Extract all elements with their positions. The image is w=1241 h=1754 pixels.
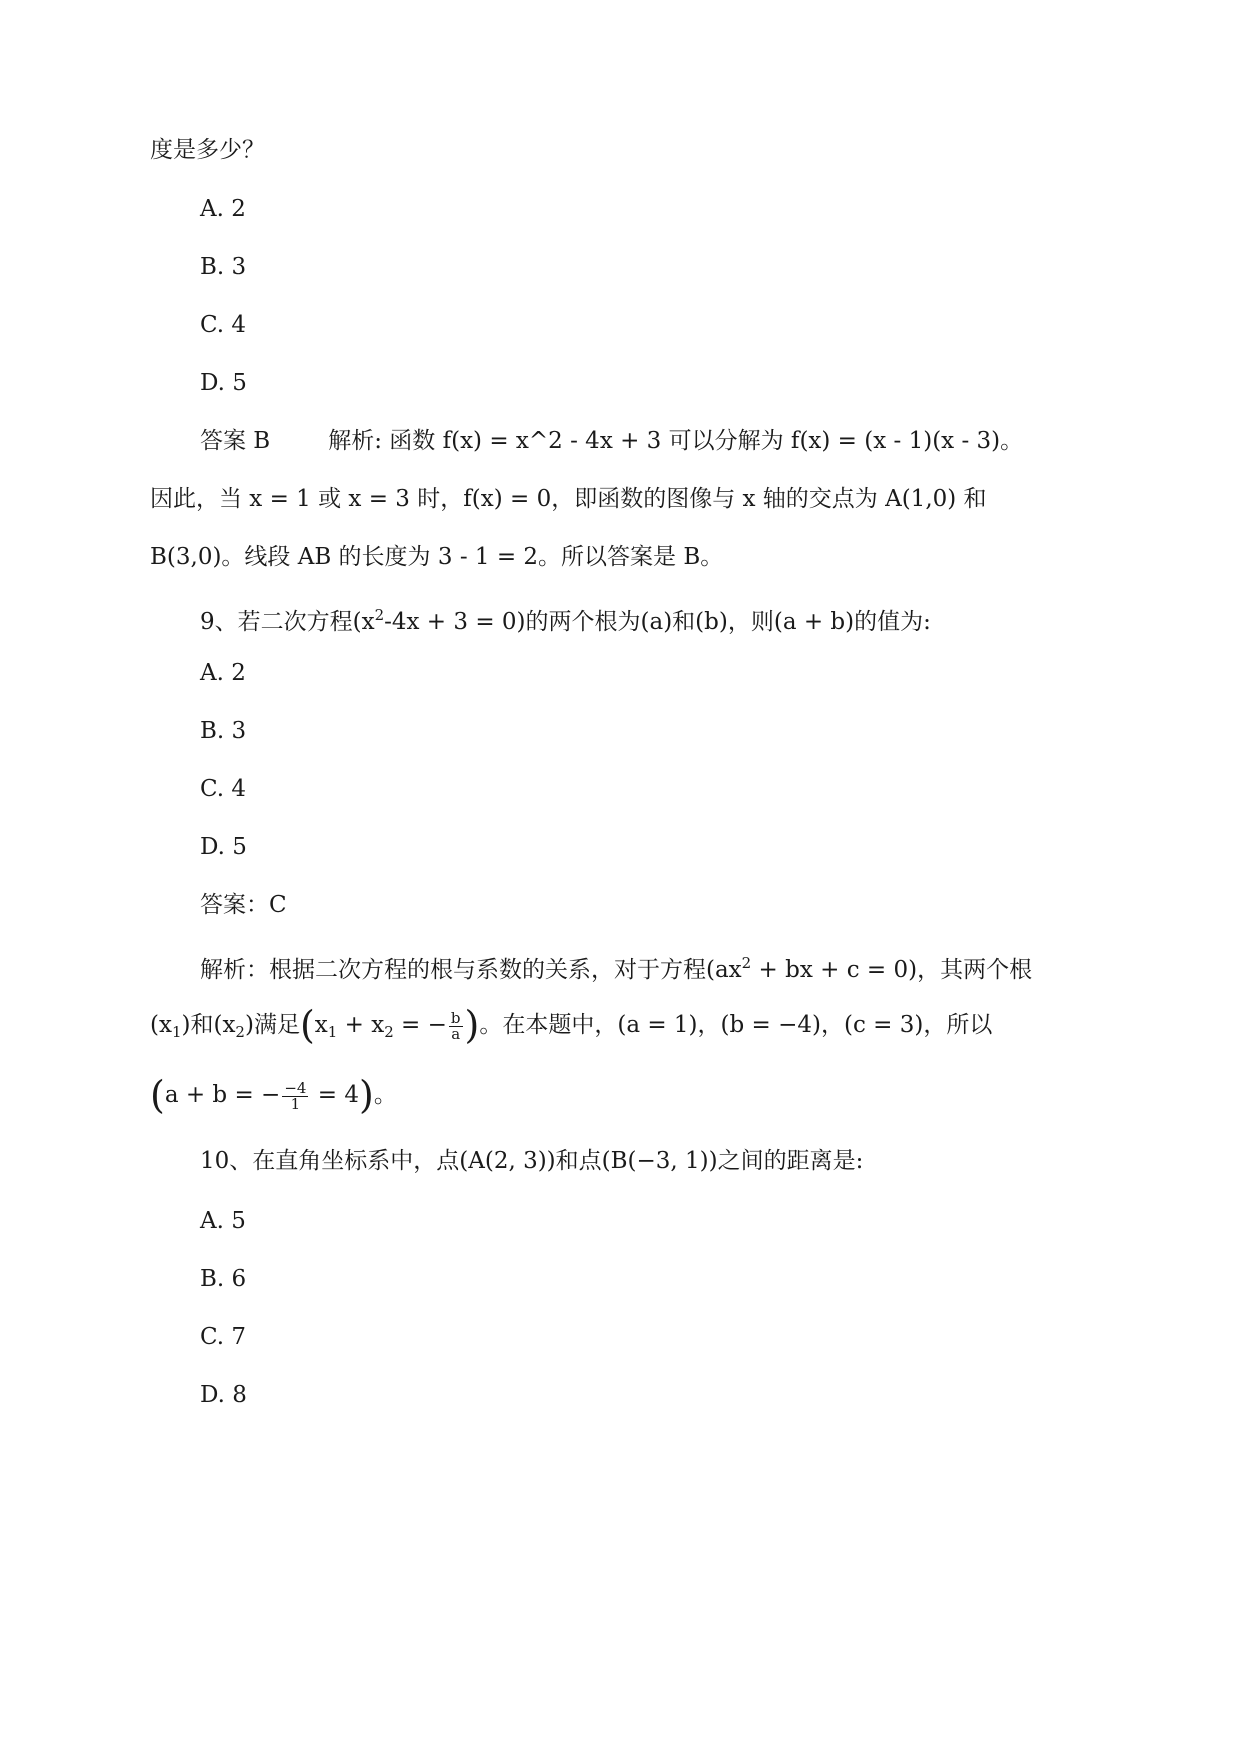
q9-analysis-3 xyxy=(150,1073,397,1117)
q9-an2-paren-open: ( xyxy=(299,1003,315,1047)
q9-an2-frac-num: b xyxy=(450,1008,461,1027)
q9-an3-a: a + b = − xyxy=(164,1082,281,1108)
q9-analysis-2 xyxy=(150,1003,993,1047)
q9-an2-plus: + x xyxy=(337,1012,385,1038)
q9-an3-paren-close: ) xyxy=(358,1073,374,1117)
q9-stem-part1: 9、若二次方程(x xyxy=(200,609,375,635)
q8-option-b: B. 3 xyxy=(200,254,247,280)
q8-answer: 答案 B xyxy=(200,428,271,454)
q8-option-a: A. 2 xyxy=(200,196,246,222)
q9-an2-sub2: 2 xyxy=(235,1023,245,1041)
q9-an3-frac-den: 1 xyxy=(290,1094,301,1113)
q8-answer-analysis-line1 xyxy=(200,426,1023,456)
q9-an2-satisfy: )满足 xyxy=(244,1012,300,1038)
q8-analysis-2: 因此，当 x = 1 或 x = 3 时，f(x) = 0，即函数的图像与 x 轴的交点为 A(1,0) 和 xyxy=(150,486,987,512)
q10-stem: 10、在直角坐标系中，点(A(2, 3))和点(B(−3, 1))之间的距离是: xyxy=(200,1148,864,1174)
q9-an3-b: = 4 xyxy=(310,1082,359,1108)
q9-an2-s1: 1 xyxy=(327,1023,338,1041)
q9-an2-frac-den: a xyxy=(451,1024,461,1043)
q9-an3-fraction xyxy=(282,1078,308,1113)
q9-an2-s2: 2 xyxy=(384,1023,394,1041)
q9-an3-end: 。 xyxy=(373,1082,397,1108)
q9-analysis-1-part2: + bx + c = 0)，其两个根 xyxy=(751,957,1033,983)
q9-stem-exponent: 2 xyxy=(374,606,385,624)
q9-stem xyxy=(200,600,931,637)
q9-an2-paren-close: ) xyxy=(464,1003,480,1047)
q9-an3-frac-num: −4 xyxy=(284,1078,307,1097)
q9-an2-x1-open: (x xyxy=(150,1012,172,1038)
q10-option-b: B. 6 xyxy=(200,1266,247,1292)
q9-an2-fraction xyxy=(449,1008,463,1043)
q9-an2-and: )和(x xyxy=(181,1012,236,1038)
q8-analysis-1: 解析: 函数 f(x) = x^2 - 4x + 3 可以分解为 f(x) = (x - 1)(x - 3)。 xyxy=(328,428,1024,454)
q10-option-c: C. 7 xyxy=(200,1324,247,1350)
q9-stem-part2: -4x + 3 = 0)的两个根为(a)和(b)，则(a + b)的值为: xyxy=(384,609,931,635)
q9-answer: 答案：C xyxy=(200,892,287,918)
q8-analysis-3: B(3,0)。线段 AB 的长度为 3 - 1 = 2。所以答案是 B。 xyxy=(150,544,724,570)
q8-option-c: C. 4 xyxy=(200,312,247,338)
q9-an2-x: x xyxy=(314,1012,328,1038)
q10-option-a: A. 5 xyxy=(200,1208,246,1234)
q9-an2-eq: = − xyxy=(393,1012,447,1038)
q9-option-c: C. 4 xyxy=(200,776,247,802)
q8-stem-tail: 度是多少？ xyxy=(150,137,265,163)
q9-analysis-1-exponent: 2 xyxy=(741,954,752,972)
q9-an3-paren-open: ( xyxy=(150,1073,165,1117)
q9-an2-rest: 。在本题中，(a = 1)，(b = −4)，(c = 3)，所以 xyxy=(479,1012,993,1038)
q10-option-d: D. 8 xyxy=(200,1382,247,1408)
q9-option-d: D. 5 xyxy=(200,834,247,860)
q9-an2-sub1: 1 xyxy=(171,1023,182,1041)
q8-option-d: D. 5 xyxy=(200,370,247,396)
q9-option-a: A. 2 xyxy=(200,660,246,686)
q9-analysis-1-part1: 解析：根据二次方程的根与系数的关系，对于方程(ax xyxy=(200,957,742,983)
q9-option-b: B. 3 xyxy=(200,718,247,744)
q9-analysis-1 xyxy=(200,948,1032,985)
